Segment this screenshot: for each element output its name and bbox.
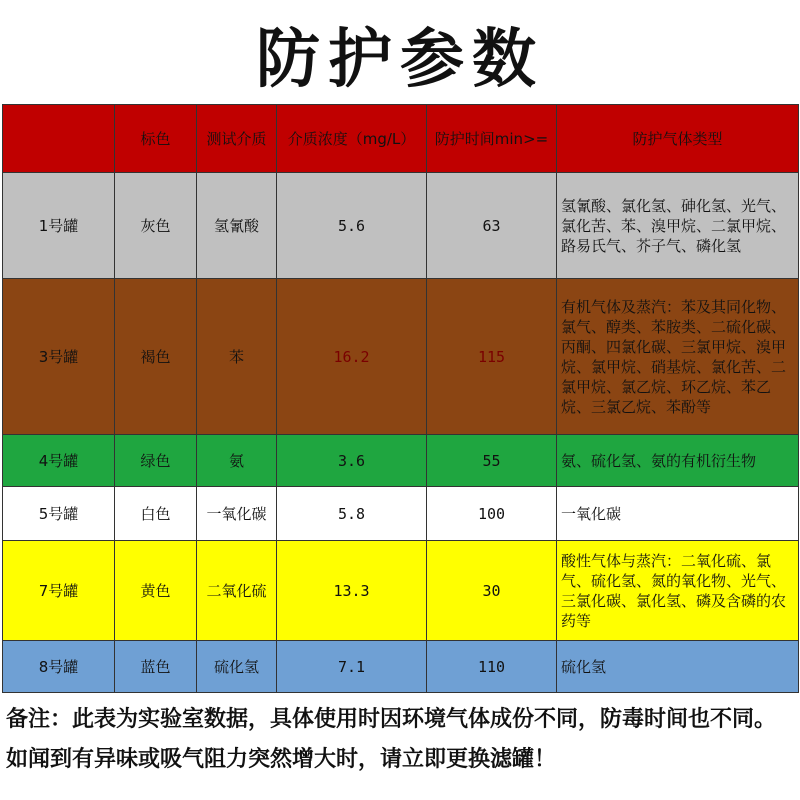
cell-medium: 苯 [197, 279, 277, 435]
table-row [3, 487, 799, 541]
cell-can: 7号罐 [3, 541, 115, 641]
cell-can: 8号罐 [3, 641, 115, 693]
cell-color: 白色 [115, 487, 197, 541]
table-row [3, 173, 799, 279]
header-concentration: 介质浓度（mg/L） [277, 105, 427, 173]
header-medium: 测试介质 [197, 105, 277, 173]
cell-can: 3号罐 [3, 279, 115, 435]
cell-color: 蓝色 [115, 641, 197, 693]
protection-parameters-table [2, 104, 799, 693]
cell-color: 黄色 [115, 541, 197, 641]
cell-types: 氢氰酸、氯化氢、砷化氢、光气、氯化苦、苯、溴甲烷、二氯甲烷、路易氏气、芥子气、磷化氢 [557, 173, 799, 279]
cell-concentration: 5.6 [277, 173, 427, 279]
cell-concentration: 5.8 [277, 487, 427, 541]
table-row [3, 541, 799, 641]
cell-can: 5号罐 [3, 487, 115, 541]
table-row [3, 435, 799, 487]
cell-medium: 二氧化硫 [197, 541, 277, 641]
cell-medium: 氢氰酸 [197, 173, 277, 279]
cell-color: 灰色 [115, 173, 197, 279]
cell-concentration: 16.2 [277, 279, 427, 435]
cell-types: 有机气体及蒸汽：苯及其同化物、氯气、醇类、苯胺类、二硫化碳、丙酮、四氯化碳、三氯甲烷、溴甲烷、氯甲烷、硝基烷、氯化苦、二氯甲烷、氯乙烷、环乙烷、苯乙烷、三氯乙烷、苯酚等 [557, 279, 799, 435]
cell-time: 110 [427, 641, 557, 693]
footnote: 备注：此表为实验室数据，具体使用时因环境气体成份不同，防毒时间也不同。如闻到有异味或吸气阻力突然增大时，请立即更换滤罐！ [6, 707, 777, 772]
cell-types: 硫化氢 [557, 641, 799, 693]
cell-time: 115 [427, 279, 557, 435]
cell-color: 绿色 [115, 435, 197, 487]
cell-types: 酸性气体与蒸汽：二氧化硫、氯气、硫化氢、氮的氧化物、光气、三氯化碳、氯化氢、磷及含磷的农药等 [557, 541, 799, 641]
cell-color: 褐色 [115, 279, 197, 435]
table-header-row [3, 105, 799, 173]
header-blank [3, 105, 115, 173]
cell-time: 100 [427, 487, 557, 541]
table-row [3, 641, 799, 693]
header-color: 标色 [115, 105, 197, 173]
page-title: 防护参数 [256, 23, 544, 97]
cell-medium: 氨 [197, 435, 277, 487]
cell-concentration: 3.6 [277, 435, 427, 487]
cell-can: 4号罐 [3, 435, 115, 487]
cell-can: 1号罐 [3, 173, 115, 279]
cell-medium: 一氧化碳 [197, 487, 277, 541]
table-row [3, 279, 799, 435]
header-types: 防护气体类型 [557, 105, 799, 173]
cell-concentration: 13.3 [277, 541, 427, 641]
header-time: 防护时间min>= [427, 105, 557, 173]
cell-time: 30 [427, 541, 557, 641]
cell-time: 63 [427, 173, 557, 279]
cell-time: 55 [427, 435, 557, 487]
cell-types: 一氧化碳 [557, 487, 799, 541]
cell-types: 氨、硫化氢、氨的有机衍生物 [557, 435, 799, 487]
cell-concentration: 7.1 [277, 641, 427, 693]
cell-medium: 硫化氢 [197, 641, 277, 693]
